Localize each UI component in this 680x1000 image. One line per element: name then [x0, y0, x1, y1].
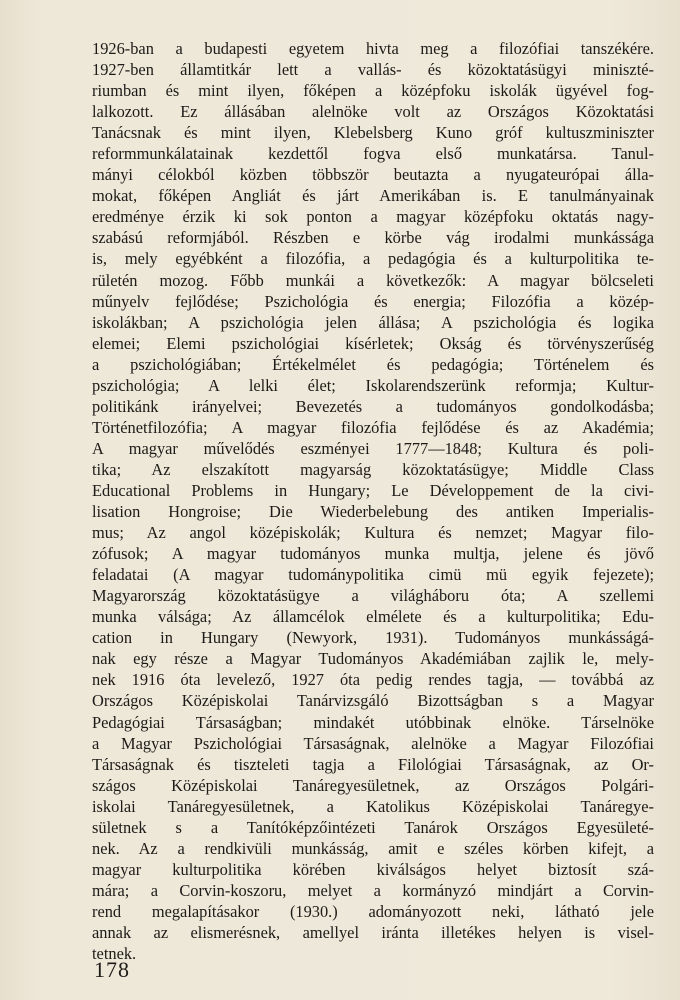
- text-line: Történetfilozófia; A magyar filozófia fejlődése és az Akadémia;: [92, 417, 654, 437]
- text-line: mányi célokból közben többször beutazta a nyugateurópai álla-: [92, 165, 654, 185]
- text-line: nek. Az a rendkivüli munkásság, amit e széles körben kifejt, a: [92, 838, 654, 858]
- text-line: cation in Hungary (Newyork, 1931). Tudományos munkásságá-: [92, 628, 654, 648]
- text-line: műnyelv fejlődése; Pszichológia és energia; Filozófia a közép-: [92, 291, 654, 311]
- text-line: magyar kulturpolitika körében kiválságos helyet biztosít szá-: [92, 859, 654, 879]
- text-line: nak egy része a Magyar Tudományos Akadémiában zajlik le, mely-: [92, 649, 654, 669]
- text-line: 1926-ban a budapesti egyetem hivta meg a filozófiai tanszékére.: [92, 39, 654, 58]
- text-line: reformmunkálatainak kezdettől fogva első munkatársa. Tanul-: [92, 144, 654, 164]
- text-line: mokat, főképen Angliát és járt Amerikában is. E tanulmányainak: [92, 186, 654, 206]
- text-line: nek 1916 óta levelező, 1927 óta pedig rendes tagja, — továbbá az: [92, 670, 654, 690]
- body-text: [92, 38, 654, 964]
- text-line: iskolákban; A pszichológia jelen állása; A pszichológia és logika: [92, 312, 654, 332]
- text-line: szabású reformjából. Részben e körbe vág irodalmi munkássága: [92, 228, 654, 248]
- text-line: pszichológia; A lelki élet; Iskolarendszerünk reformja; Kultur-: [92, 375, 654, 395]
- text-line: munka válsága; Az államcélok elmélete és a kulturpolitika; Edu-: [92, 607, 654, 627]
- text-line: is, mely egyébként a filozófia, a pedagógia és a kulturpolitika te-: [92, 249, 654, 269]
- text-line: 1927-ben államtitkár lett a vallás- és közoktatásügyi miniszté-: [92, 60, 654, 80]
- text-line: A magyar művelődés eszményei 1777—1848; Kultura és poli-: [92, 438, 654, 458]
- text-line: Magyarország közoktatásügye a világháboru óta; A szellemi: [92, 586, 654, 606]
- text-line: feladatai (A magyar tudománypolitika cimü mü egyik fejezete);: [92, 565, 654, 585]
- text-line: Tanácsnak és mint ilyen, Klebelsberg Kuno gróf kultuszminiszter: [92, 123, 654, 143]
- text-line: mus; Az angol középiskolák; Kultura és nemzet; Magyar filo-: [92, 523, 654, 543]
- text-line: rend megalapításakor (1930.) adományozott neki, látható jele: [92, 901, 654, 921]
- text-line: Educational Problems in Hungary; Le Développement de la civi-: [92, 480, 654, 500]
- text-line: riumban és mint ilyen, főképen a középfoku iskolák ügyével fog-: [92, 81, 654, 101]
- text-line: rületén mozog. Főbb munkái a következők: A magyar bölcseleti: [92, 270, 654, 290]
- text-line: mára; a Corvin-koszoru, melyet a kormányzó mindjárt a Corvin-: [92, 880, 654, 900]
- text-line: Pedagógiai Társaságban; mindakét utóbbinak elnöke. Társelnöke: [92, 712, 654, 732]
- text-line: iskolai Tanáregyesületnek, a Katolikus Középiskolai Tanáregye-: [92, 796, 654, 816]
- text-line: zófusok; A magyar tudományos munka multja, jelene és jövő: [92, 544, 654, 564]
- text-line: a Magyar Pszichológiai Társaságnak, alelnöke a Magyar Filozófiai: [92, 733, 654, 753]
- page-number: 178: [94, 957, 130, 982]
- text-line: sületnek s a Tanítóképzőintézeti Tanárok Országos Egyesületé-: [92, 817, 654, 837]
- text-line: eredménye érzik ki sok ponton a magyar középfoku oktatás nagy-: [92, 207, 654, 227]
- text-line: lalkozott. Ez állásában alelnöke volt az Országos Közoktatási: [92, 102, 654, 122]
- text-line: a pszichológiában; Értékelmélet és pedagógia; Történelem és: [92, 354, 654, 374]
- text-line: lisation Hongroise; Die Wiederbelebung des antiken Imperialis-: [92, 502, 654, 522]
- text-line: politikánk irányelvei; Bevezetés a tudományos gondolkodásba;: [92, 396, 654, 416]
- text-line: tetnek.: [92, 944, 137, 964]
- text-line: elemei; Elemi pszichológiai kísérletek; Okság és törvényszerűség: [92, 333, 654, 353]
- text-line: szágos Középiskolai Tanáregyesületnek, az Országos Polgári-: [92, 775, 654, 795]
- text-line: Országos Középiskolai Tanárvizsgáló Bizottságban s a Magyar: [92, 691, 654, 711]
- text-line: annak az elismerésnek, amellyel iránta illetékes helyen is visel-: [92, 922, 654, 942]
- text-line: Társaságnak és tiszteleti tagja a Filológiai Társaságnak, az Or-: [92, 754, 654, 774]
- text-line: tika; Az elszakított magyarság közoktatásügye; Middle Class: [92, 459, 654, 479]
